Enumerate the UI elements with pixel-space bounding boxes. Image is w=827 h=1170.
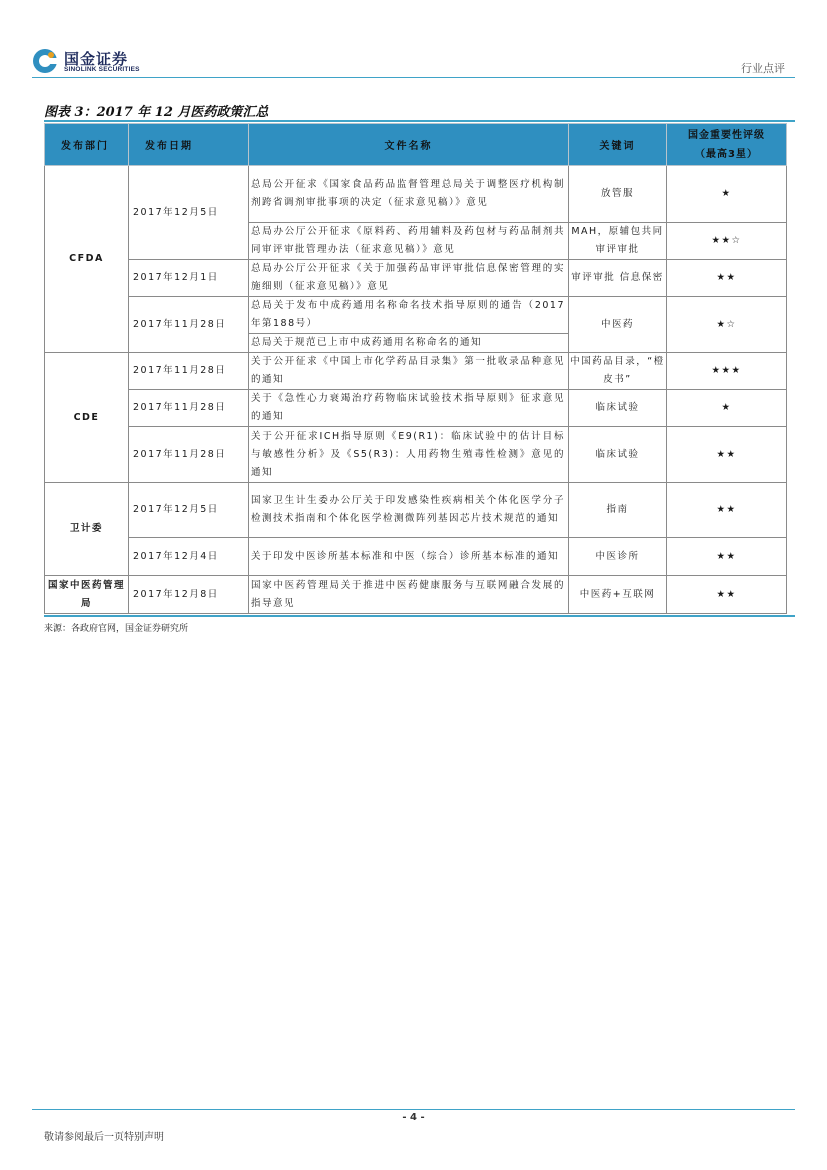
rating-cell: ★☆ <box>667 297 787 353</box>
keyword-cell: 中医药+互联网 <box>569 576 667 614</box>
keyword-cell: 放管服 <box>569 166 667 223</box>
page-number: - 4 - <box>402 1112 425 1123</box>
logo-chinese-name: 国金证券 <box>64 50 129 68</box>
date-cell: 2017年11月28日 <box>129 297 249 353</box>
doc-cell: 总局关于规范已上市中成药通用名称命名的通知 <box>249 334 569 353</box>
rating-cell: ★ <box>667 166 787 223</box>
table-header-row <box>45 124 787 166</box>
rating-cell: ★★☆ <box>667 223 787 260</box>
date-cell: 2017年12月5日 <box>129 166 249 260</box>
rating-cell: ★★★ <box>667 353 787 390</box>
dept-cell: CDE <box>45 353 129 483</box>
keyword-cell: 临床试验 <box>569 427 667 483</box>
policy-table <box>44 123 787 614</box>
doc-cell: 总局办公厅公开征求《原料药、药用辅料及药包材与药品制剂共同审评审批管理办法（征求意见稿）》意见 <box>249 223 569 260</box>
rating-cell: ★★ <box>667 260 787 297</box>
table-row <box>45 390 787 427</box>
keyword-cell: 审评审批 信息保密 <box>569 260 667 297</box>
rating-header-line1: 国金重要性评级 <box>688 129 765 141</box>
doc-cell: 国家中医药管理局关于推进中医药健康服务与互联网融合发展的指导意见 <box>249 576 569 614</box>
date-cell: 2017年12月4日 <box>129 538 249 576</box>
rating-header-line2: （最高3星） <box>695 148 758 160</box>
doc-cell: 关于公开征求《中国上市化学药品目录集》第一批收录品种意见的通知 <box>249 353 569 390</box>
disclaimer-note: 敬请参阅最后一页特别声明 <box>44 1132 164 1143</box>
rating-cell: ★★ <box>667 427 787 483</box>
table-row <box>45 166 787 223</box>
logo-english-name: SINOLINK SECURITIES <box>64 66 140 73</box>
dept-cell: CFDA <box>45 166 129 353</box>
table-row <box>45 427 787 483</box>
table-row <box>45 353 787 390</box>
source-note: 来源：各政府官网，国金证券研究所 <box>44 624 189 634</box>
doc-cell: 总局关于发布中成药通用名称命名技术指导原则的通告（2017年第188号） <box>249 297 569 334</box>
date-cell: 2017年12月1日 <box>129 260 249 297</box>
footer-divider <box>32 1109 795 1110</box>
date-cell: 2017年12月8日 <box>129 576 249 614</box>
keyword-cell: 中医药 <box>569 297 667 353</box>
header-divider <box>32 77 795 78</box>
doc-cell: 国家卫生计生委办公厅关于印发感染性疾病相关个体化医学分子检测技术指南和个体化医学检测微阵列基因芯片技术规范的通知 <box>249 483 569 538</box>
doc-cell: 总局公开征求《国家食品药品监督管理总局关于调整医疗机构制剂跨省调剂审批事项的决定（征求意见稿）》意见 <box>249 166 569 223</box>
column-header-date: 发布日期 <box>129 124 249 166</box>
date-cell: 2017年11月28日 <box>129 353 249 390</box>
table-row <box>45 576 787 614</box>
report-type: 行业点评 <box>741 62 785 75</box>
title-divider <box>44 120 795 122</box>
sinolink-logo-icon <box>32 48 58 74</box>
dept-cell: 卫计委 <box>45 483 129 576</box>
rating-cell: ★★ <box>667 538 787 576</box>
date-cell: 2017年12月5日 <box>129 483 249 538</box>
doc-cell: 关于印发中医诊所基本标准和中医（综合）诊所基本标准的通知 <box>249 538 569 576</box>
column-header-dept: 发布部门 <box>45 124 129 166</box>
column-header-keyword: 关键词 <box>569 124 667 166</box>
column-header-rating <box>667 124 787 166</box>
keyword-cell: 临床试验 <box>569 390 667 427</box>
table-row <box>45 297 787 334</box>
figure-title: 图表 3：2017 年 12 月医药政策汇总 <box>44 105 269 120</box>
doc-cell: 关于公开征求ICH指导原则《E9(R1)：临床试验中的估计目标与敏感性分析》及《S5(R3)：人用药物生殖毒性检测》意见的通知 <box>249 427 569 483</box>
doc-cell: 总局办公厅公开征求《关于加强药品审评审批信息保密管理的实施细则（征求意见稿）》意见 <box>249 260 569 297</box>
table-row <box>45 538 787 576</box>
doc-cell: 关于《急性心力衰竭治疗药物临床试验技术指导原则》征求意见的通知 <box>249 390 569 427</box>
date-cell: 2017年11月28日 <box>129 390 249 427</box>
company-logo <box>32 46 162 78</box>
table-bottom-divider <box>44 615 795 617</box>
keyword-cell: 指南 <box>569 483 667 538</box>
table-row <box>45 260 787 297</box>
rating-cell: ★★ <box>667 483 787 538</box>
rating-cell: ★ <box>667 390 787 427</box>
column-header-doc: 文件名称 <box>249 124 569 166</box>
dept-cell: 国家中医药管理局 <box>45 576 129 614</box>
table-row <box>45 483 787 538</box>
keyword-cell: 中医诊所 <box>569 538 667 576</box>
date-cell: 2017年11月28日 <box>129 427 249 483</box>
rating-cell: ★★ <box>667 576 787 614</box>
keyword-cell: MAH，原辅包共同审评审批 <box>569 223 667 260</box>
keyword-cell: 中国药品目录，“橙皮书” <box>569 353 667 390</box>
